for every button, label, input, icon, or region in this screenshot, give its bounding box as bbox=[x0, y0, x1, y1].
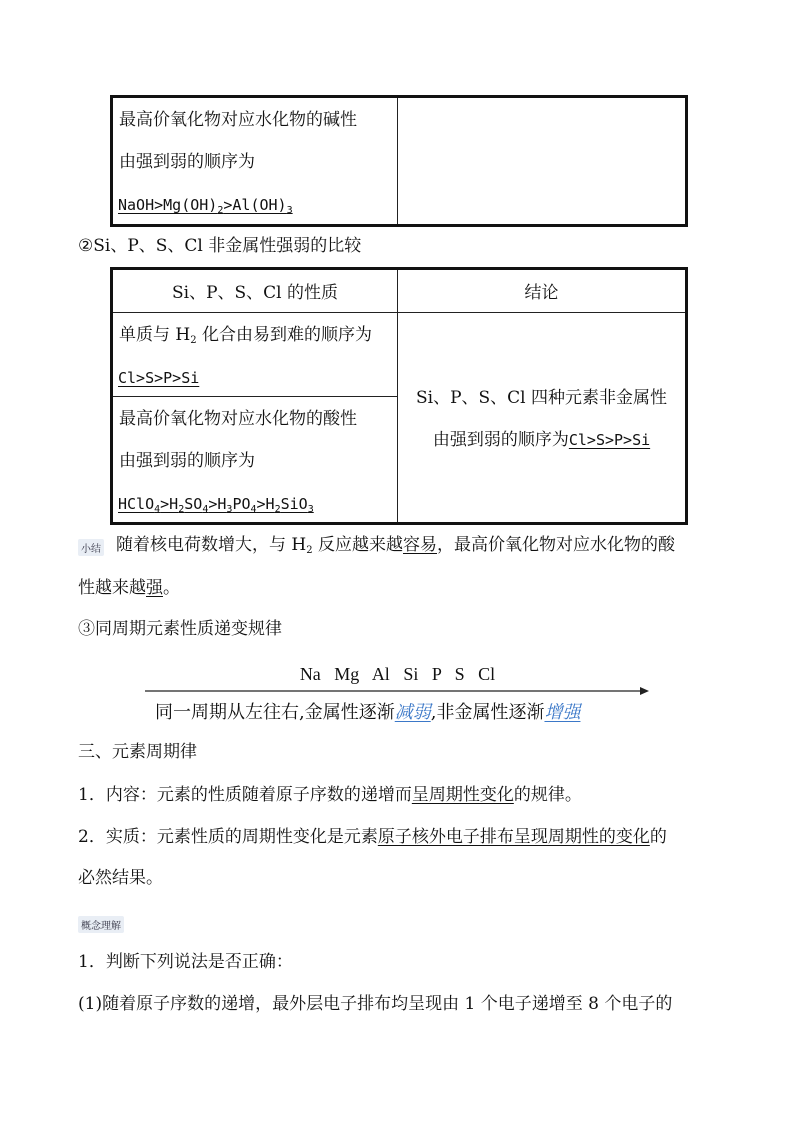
table2-row2-line2: 由强到弱的顺序为 bbox=[119, 451, 255, 471]
summary-part3: 性越来越 bbox=[78, 578, 146, 598]
summary-part2: ，最高价氧化物对应水化物的酸 bbox=[437, 535, 676, 555]
table1-line1: 最高价氧化物对应水化物的碱性 bbox=[119, 110, 357, 130]
summary-line2 bbox=[78, 580, 180, 597]
period-diagram bbox=[145, 664, 650, 724]
summary-line1: 随着核电荷数增大，与 $H_2$ 反应越来越容易，最高价氧化物对应水化物的酸 bbox=[116, 535, 676, 556]
heading-3: 三、元素周期律 bbox=[78, 742, 197, 762]
table2-row2-line1: 最高价氧化物对应水化物的酸性 bbox=[119, 409, 357, 429]
table1-line2: 由强到弱的顺序为 bbox=[119, 152, 255, 172]
section3-title: ③同周期元素性质递变规律 bbox=[78, 619, 282, 639]
table2-row1-text: 单质与 $H_2$ 化合由易到难的顺序为 bbox=[119, 325, 373, 346]
item1-suffix: 的规律。 bbox=[513, 785, 582, 805]
question-1: 1．判断下列说法是否正确： bbox=[78, 952, 293, 972]
item1-answer: 呈周期性变化 bbox=[411, 785, 514, 805]
table2-conclusion-answer: Cl>S>P>Si bbox=[568, 431, 651, 449]
item2-suffix: 的 bbox=[649, 827, 667, 847]
table2-conclusion-line2 bbox=[398, 432, 685, 449]
period-elements: Na Mg Al Si P S Cl bbox=[299, 664, 496, 684]
table2-conclusion-line1: Si、P、S、Cl 四种元素非金属性 bbox=[415, 388, 667, 408]
item2-line2: 必然结果。 bbox=[78, 868, 163, 888]
table2-header-right: 结论 bbox=[524, 283, 559, 303]
table2-h-divider bbox=[113, 312, 685, 313]
question-1-1: (1)随着原子序数的递增，最外层电子排布均呈现由 1 个电子递增至 8 个电子的 bbox=[78, 994, 673, 1014]
table1 bbox=[110, 95, 688, 227]
item2-line1 bbox=[78, 829, 667, 846]
period-text bbox=[155, 698, 580, 724]
concept-badge bbox=[78, 914, 124, 933]
item1 bbox=[78, 787, 582, 804]
summary-answer2: 强 bbox=[146, 578, 163, 598]
table2-header-left: Si、P、S、Cl 的性质 bbox=[171, 283, 338, 303]
period-answer1: 减弱 bbox=[394, 702, 431, 723]
summary-part4: 。 bbox=[163, 578, 180, 598]
section2-title: ②Si、P、S、Cl 非金属性强弱的比较 bbox=[78, 236, 362, 256]
summary-badge-label: 小结 bbox=[78, 539, 104, 556]
period-text-mid: ,非金属性逐渐 bbox=[430, 702, 545, 723]
table1-formula: $NaOH>Mg(OH)_2>Al(OH)_3$ bbox=[118, 196, 293, 216]
table2-row1-answer: Cl>S>P>Si bbox=[118, 369, 200, 387]
period-text-prefix: 同一周期从左往右,金属性逐渐 bbox=[155, 702, 395, 723]
table2-h-divider2 bbox=[113, 396, 397, 397]
concept-badge-label: 概念理解 bbox=[78, 916, 124, 933]
table2 bbox=[110, 267, 688, 525]
table2-conclusion-prefix: 由强到弱的顺序为 bbox=[432, 430, 569, 450]
period-arrow bbox=[145, 686, 650, 698]
item2-answer: 原子核外电子排布呈现周期性的变化 bbox=[377, 827, 650, 847]
period-answer2: 增强 bbox=[544, 702, 581, 723]
summary-badge bbox=[78, 537, 104, 556]
item2-prefix: 2．实质：元素性质的周期性变化是元素 bbox=[78, 827, 378, 847]
table1-divider bbox=[397, 98, 398, 224]
item1-prefix: 1．内容：元素的性质随着原子序数的递增而 bbox=[78, 785, 412, 805]
table2-row2-answer: $HClO_4>H_2SO_4>H_3PO_4>H_2SiO_3$ bbox=[118, 495, 314, 515]
summary-answer1: 容易 bbox=[403, 535, 438, 555]
